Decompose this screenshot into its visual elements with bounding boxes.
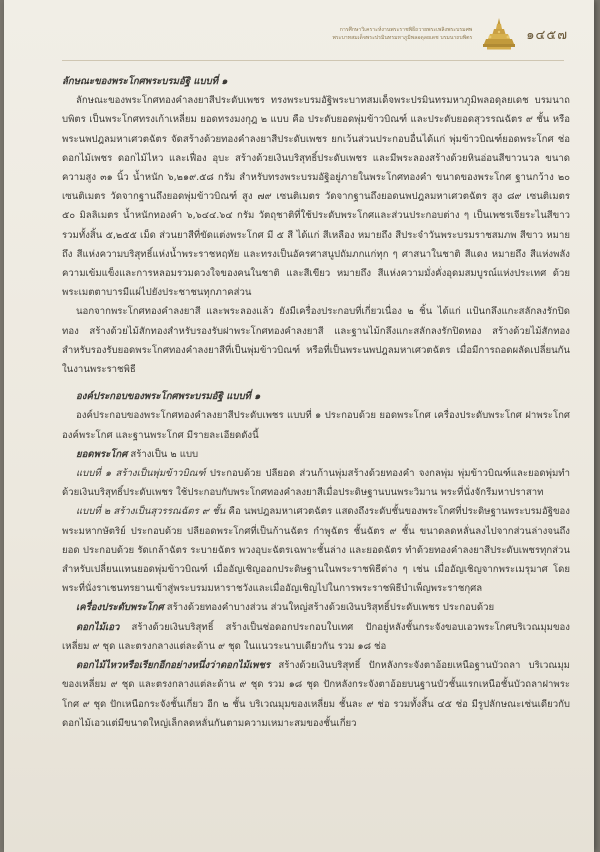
page-number: ๑๔๕๗ (526, 27, 568, 43)
paragraph-8 (62, 656, 570, 733)
paragraph-8-lead: ดอกไม้ไหวหรือเรียกอีกอย่างหนึ่งว่าดอกไม้เพชร (76, 660, 271, 672)
paragraph-1: ลักษณะของพระโกศทองคำลงยาสีประดับเพชร ทรงพระบรมอัฐิพระบาทสมเด็จพระปรมินทรมหาภูมิพลอดุลยเดช บรมนาถบพิตร เป็นพระโกศทรงเก้าเหลี่ยม ยอดทรงมงกุฎ ๒ แบบ คือ ประดับยอดพุ่มข้าวบิณฑ์ และประดับยอดสุวรรณฉัตร ๙ ชั้น หรือพระนพปฎลมหาเศวตฉัตร จัดสร้างด้วยทองคำลงยาสีประดับเพชร ยกเว้นส่วนประกอบอื่นได้แก่ พุ่มข้าวบิณฑ์ยอดพระโกศ ช่อดอกไม้เพชร ดอกไม้ไหว และเฟื่อง อุบะ สร้างด้วยเงินบริสุทธิ์ประดับเพชร และมีพระลองสร้างด้วยหินอ่อนสีขาวนวล ขนาดความสูง ๓๑ นิ้ว น้ำหนัก ๖,๒๑๙.๕๘ กรัม สำหรับทรงพระบรมอัฐิอยู่ภายในพระโกศทองคำ ขนาดของพระโกศ ฐานกว้าง ๒๐ เซนติเมตร วัดจากฐานถึงยอดพุ่มข้าวบิณฑ์ สูง ๗๙ เซนติเมตร วัดจากฐานถึงยอดนพปฎลมหาเศวตฉัตร สูง ๘๙ เซนติเมตร ๕๐ มิลลิเมตร น้ำหนักทองคำ ๖,๖๔๔.๖๔ กรัม วัตถุชาติที่ใช้ประดับพระโกศและส่วนประกอบต่าง ๆ เป็นเพชรเจียระไนสีขาว รวมทั้งสิ้น ๕,๒๕๕ เม็ด ส่วนยาสีที่ขัดแต่งพระโกศ มี ๕ สี ได้แก่ สีเหลือง หมายถึง สีประจำวันพระบรมราชสมภพ สีขาว หมายถึง สีแห่งความบริสุทธิ์แห่งน้ำพระราชหฤทัย และทรงเป็นอัครศาสนูปถัมภกแก่ทุก ๆ ศาสนาในชาติ สีแดง หมายถึง สีแห่งพลังความเข้มแข็งและการหลอมรวมดวงใจของคนในชาติ และสีเขียว หมายถึง สีแห่งความมั่งคั่งอุดมสมบูรณ์แห่งประเทศ ด้วยพระเมตตาบารมีแผ่ไปยังประชาชนทุกภาคส่วน (62, 95, 570, 299)
paragraph-7-text: สร้างด้วยเงินบริสุทธิ์ สร้างเป็นช่อดอกประกอบใบเทศ ปักอยู่หลังชั้นกระจังขอบเอวพระโกศบริเวณมุมของเหลี่ยม ๙ ชุด และตรงกลางแต่ละด้าน ๙ ชุด ในแนวระนาบเดียวกัน รวม ๑๘ ช่อ (62, 621, 570, 652)
paragraph-7 (62, 618, 570, 656)
subsection-yod-title: ยอดพระโกศ (76, 448, 128, 460)
header-divider (62, 60, 564, 61)
document-body (62, 72, 570, 733)
paragraph-6-text: สร้างด้วยทองคำบางส่วน ส่วนใหญ่สร้างด้วยเงินบริสุทธิ์ประดับเพชร ประกอบด้วย (163, 602, 495, 614)
subsection-yod (62, 445, 570, 464)
paragraph-8-text: สร้างด้วยเงินบริสุทธิ์ ปักหลังกระจังตาอ้อยเหนือฐานบัวถลา บริเวณมุมของเหลี่ยม ๙ ชุด และตรงกลางแต่ละด้าน ๙ ชุด รวม ๑๘ ชุด ปักหลังกระจังตาอ้อยบนฐานบัวชั้นแรกเหนือชั้นบัวถลาฝาพระโกศ ๙ ชุด ปักเหนือกระจังชั้นเกี่ยว อีก ๒ ชั้น บริเวณมุมของเหลี่ยม ชั้นละ ๙ ช่อ รวมทั้งสิ้น ๔๕ ช่อ มีรูปลักษณะเช่นเดียวกับดอกไม้เอวแต่มีขนาดใหญ่เล็กลดหลั่นกันตามความเหมาะสมของชั้นเกี่ยว (62, 660, 570, 729)
section-title-2: องค์ประกอบของพระโกศพระบรมอัฐิ แบบที่ ๑ (76, 391, 261, 403)
paragraph-4-lead: แบบที่ ๑ สร้างเป็นพุ่มข้าวบิณฑ์ (76, 468, 206, 480)
header-line-1: การศึกษาวิเคราะห์งานพระราชพิธีถวายพระเพลิงพระบรมศพ (339, 27, 473, 33)
paragraph-7-lead: ดอกไม้เอว (76, 621, 120, 633)
royal-crown-emblem-icon (480, 16, 518, 52)
paragraph-3: องค์ประกอบของพระโกศทองคำลงยาสีประดับเพชร แบบที่ ๑ ประกอบด้วย ยอดพระโกศ เครื่องประดับพระโกศ ฝาพระโกศ องค์พระโกศ และฐานพระโกศ มีรายละเอียดดังนี้ (62, 410, 570, 441)
page-header (332, 14, 568, 54)
paragraph-6 (62, 598, 570, 617)
section-title-1: ลักษณะของพระโกศพระบรมอัฐิ แบบที่ ๑ (62, 76, 228, 87)
paragraph-5 (62, 502, 570, 598)
header-line-2: พระบาทสมเด็จพระปรมินทรมหาภูมิพลอดุลยเดช บรมนาถบพิตร (332, 35, 473, 41)
paragraph-4 (62, 464, 570, 502)
paragraph-5-lead: แบบที่ ๒ สร้างเป็นสุวรรณฉัตร ๙ ชั้น (76, 506, 226, 518)
paragraph-4-text: ประกอบด้วย ปลียอด ส่วนก้านพุ่มสร้างด้วยทองคำ จงกลพุ่ม พุ่มข้าวบิณฑ์และยอดพุ่มทำด้วยเงินบริสุทธิ์ประดับเพชร ใช้ประกอบกับพระโกศทองคำลงยาสีเมื่อประดิษฐานบนพระวิมาน พระที่นั่งจักรีมหาปราสาท (62, 468, 570, 499)
paragraph-2: นอกจากพระโกศทองคำลงยาสี และพระลองแล้ว ยังมีเครื่องประกอบที่เกี่ยวเนื่อง ๒ ชิ้น ได้แก่ แป้นกลึงแกะสลักลงรักปิดทอง สร้างด้วยไม้สักทองสำหรับรองรับฝาพระโกศทองคำลงยาสี และฐานไม้กลึงแกะสลักลงรักปิดทอง สร้างด้วยไม้สักทองสำหรับรองรับยอดพระโกศทองคำลงยาสีที่เป็นพุ่มข้าวบิณฑ์ หรือที่เป็นพระนพปฎลมหาเศวตฉัตร เมื่อมีการถอดผลัดเปลี่ยนกันในงานพระราชพิธี (62, 306, 570, 376)
paragraph-6-lead: เครื่องประดับพระโกศ (76, 602, 164, 614)
subsection-yod-text: สร้างเป็น ๒ แบบ (127, 448, 199, 460)
document-page (4, 0, 594, 852)
header-text (332, 26, 472, 42)
paragraph-5-text: คือ นพปฎลมหาเศวตฉัตร แสดงถึงระดับชั้นของพระโกศที่ประดิษฐานพระบรมอัฐิของพระมหากษัตริย์ ประกอบด้วย ปลียอดพระโกศที่เป็นก้านฉัตร กำพูฉัตร ชั้นฉัตร ๙ ชั้น ขนาดลดหลั่นลงไปจากส่วนล่างจนถึงยอด ประกอบด้วย รัดเกล้าฉัตร ระบายฉัตร พวงอุบะฉัตรเฉพาะชั้นล่าง และยอดฉัตร ทำด้วยทองคำลงยาสีประดับเพชรทุกส่วน สำหรับเปลี่ยนแทนยอดพุ่มข้าวบิณฑ์ เมื่ออัญเชิญออกประดิษฐานในพระราชพิธีต่าง ๆ เช่น เมื่ออัญเชิญจากพระเมรุมาศ โดยพระที่นั่งราเชนทรยานเข้าสู่พระบรมมหาราชวังและเมื่ออัญเชิญไปในการพระราชพิธีบำเพ็ญพระราชกุศล (62, 506, 570, 595)
